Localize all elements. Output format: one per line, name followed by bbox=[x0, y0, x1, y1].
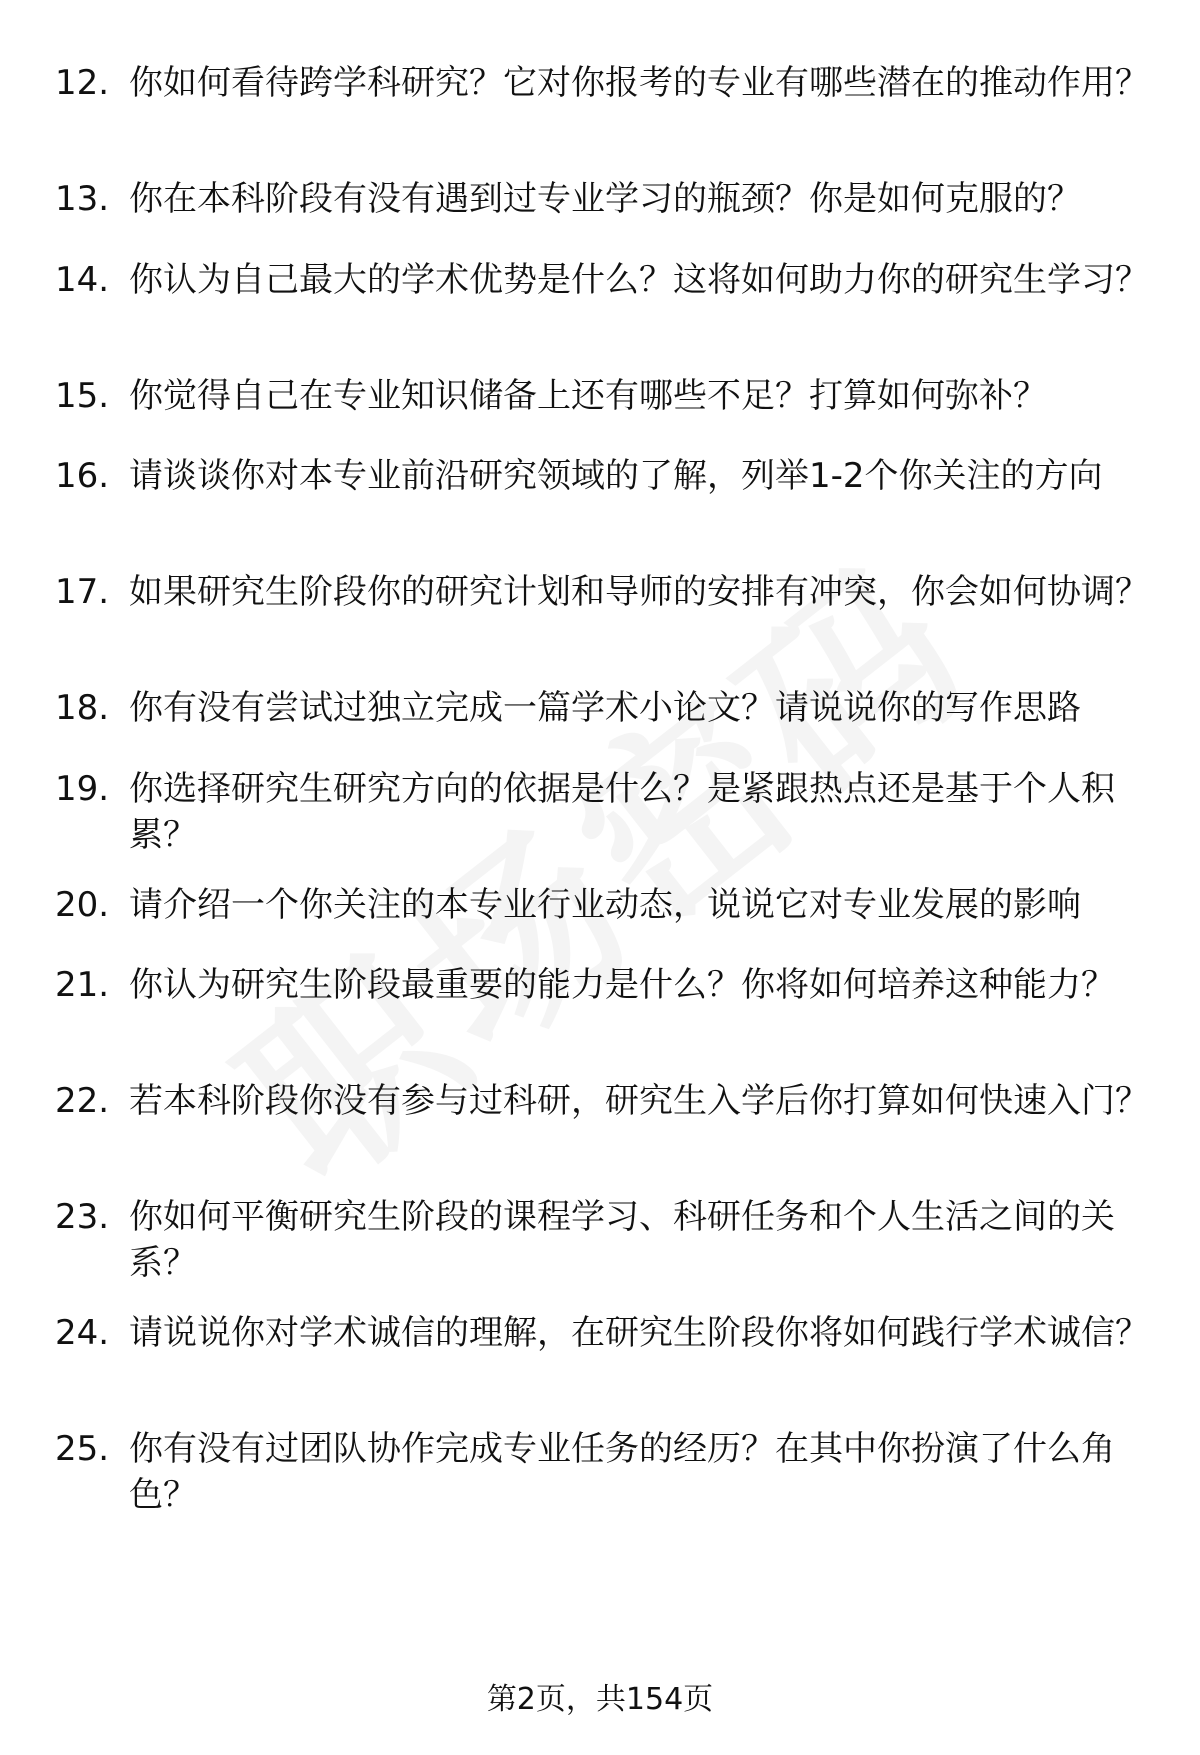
question-number: 25. bbox=[55, 1429, 110, 1469]
question-number: 21. bbox=[55, 965, 110, 1005]
question-text: 如果研究生阶段你的研究计划和导师的安排有冲突，你会如何协调？ bbox=[129, 572, 1149, 612]
question-text: 你如何平衡研究生阶段的课程学习、科研任务和个人生活之间的关系？ bbox=[129, 1197, 1115, 1283]
question-item bbox=[55, 766, 1155, 858]
page-number-footer: 第2页，共154页 bbox=[486, 1682, 714, 1717]
question-text: 请谈谈你对本专业前沿研究领域的了解，列举1-2个你关注的方向 bbox=[129, 456, 1103, 496]
question-number: 12. bbox=[55, 63, 110, 103]
question-number: 15. bbox=[55, 376, 110, 416]
question-item bbox=[55, 1426, 1155, 1518]
question-text: 你在本科阶段有没有遇到过专业学习的瓶颈？你是如何克服的？ bbox=[129, 179, 1081, 219]
question-number: 23. bbox=[55, 1197, 110, 1237]
question-text: 请介绍一个你关注的本专业行业动态，说说它对专业发展的影响 bbox=[129, 885, 1081, 925]
question-number: 18. bbox=[55, 688, 110, 728]
question-number: 13. bbox=[55, 179, 110, 219]
question-text: 若本科阶段你没有参与过科研，研究生入学后你打算如何快速入门？ bbox=[129, 1081, 1149, 1121]
question-number: 19. bbox=[55, 769, 110, 809]
question-text: 请说说你对学术诚信的理解，在研究生阶段你将如何践行学术诚信？ bbox=[129, 1313, 1149, 1353]
question-number: 20. bbox=[55, 885, 110, 925]
question-text: 你认为自己最大的学术优势是什么？这将如何助力你的研究生学习？ bbox=[129, 260, 1149, 300]
question-text: 你有没有尝试过独立完成一篇学术小论文？请说说你的写作思路 bbox=[129, 688, 1081, 728]
question-text: 你觉得自己在专业知识储备上还有哪些不足？打算如何弥补？ bbox=[129, 376, 1047, 416]
question-item bbox=[55, 1078, 1155, 1170]
question-item bbox=[55, 569, 1155, 661]
question-text: 你有没有过团队协作完成专业任务的经历？在其中你扮演了什么角色？ bbox=[129, 1429, 1115, 1515]
question-number: 17. bbox=[55, 572, 110, 612]
question-item bbox=[55, 685, 1155, 731]
question-number: 16. bbox=[55, 456, 110, 496]
question-item bbox=[55, 962, 1155, 1054]
question-text: 你认为研究生阶段最重要的能力是什么？你将如何培养这种能力？ bbox=[129, 965, 1115, 1005]
question-text: 你选择研究生研究方向的依据是什么？是紧跟热点还是基于个人积累？ bbox=[129, 769, 1115, 855]
question-number: 22. bbox=[55, 1081, 110, 1121]
question-item bbox=[55, 373, 1155, 419]
question-item bbox=[55, 1310, 1155, 1402]
question-number: 14. bbox=[55, 260, 110, 300]
question-item bbox=[55, 176, 1155, 222]
question-item bbox=[55, 60, 1155, 152]
question-item bbox=[55, 257, 1155, 349]
question-item bbox=[55, 882, 1155, 928]
question-text: 你如何看待跨学科研究？它对你报考的专业有哪些潜在的推动作用？ bbox=[129, 63, 1149, 103]
question-item bbox=[55, 1194, 1155, 1286]
question-number: 24. bbox=[55, 1313, 110, 1353]
question-item bbox=[55, 453, 1155, 545]
question-list bbox=[55, 60, 1155, 1518]
